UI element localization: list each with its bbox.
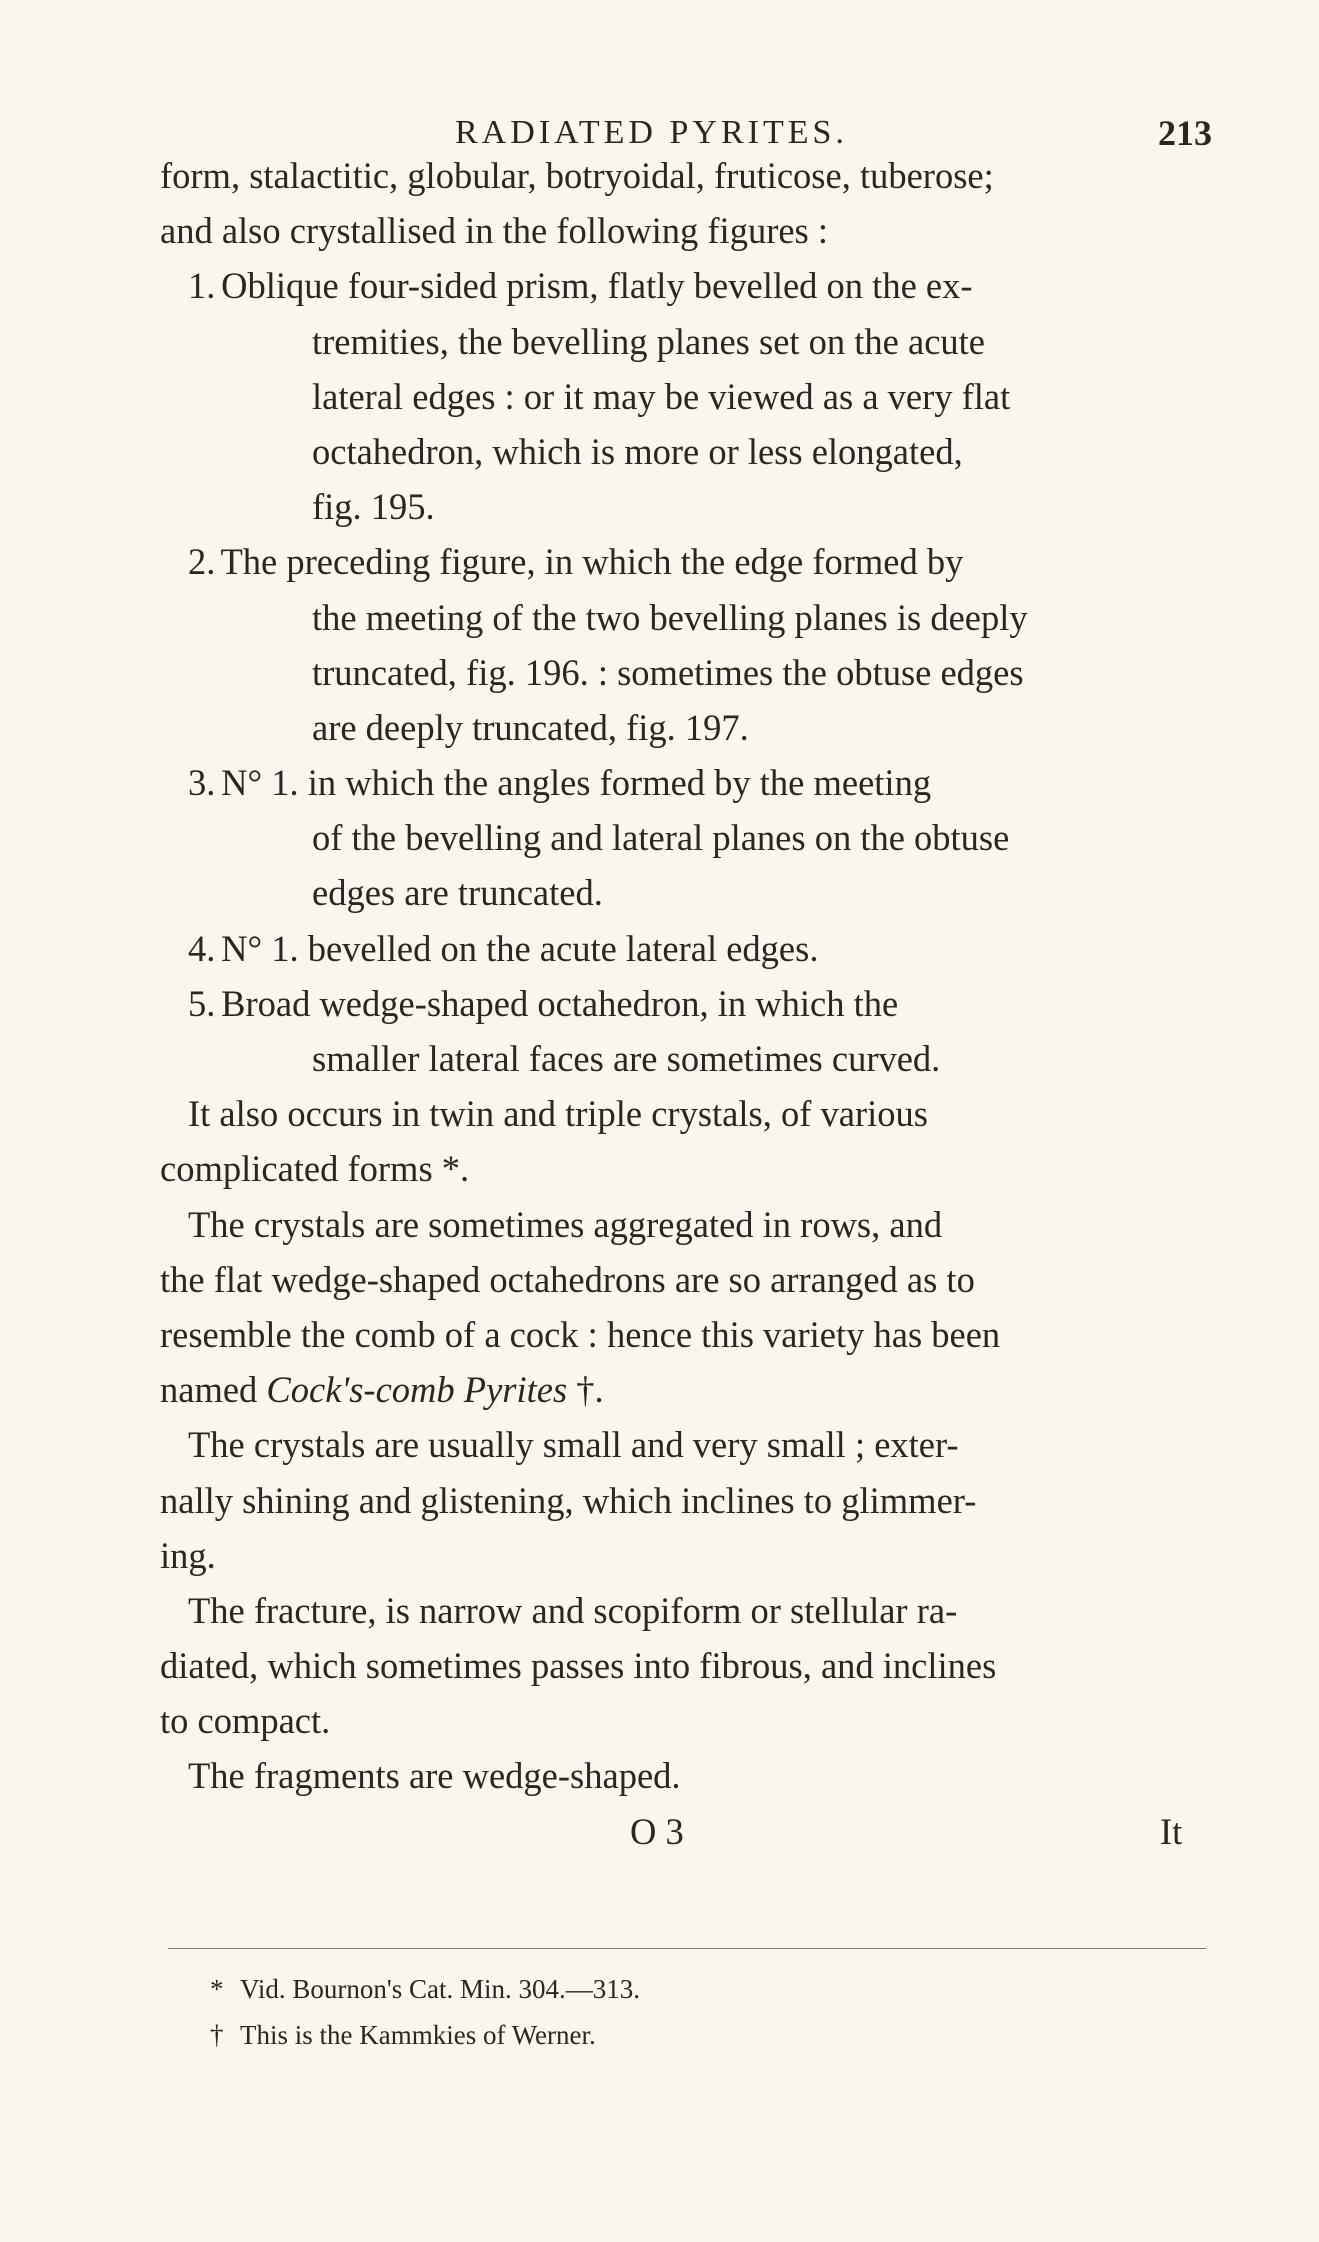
item-number: 4. (188, 927, 216, 969)
paragraph-first-line: The crystals are usually small and very small ; exter- (188, 1424, 959, 1466)
signature-mark: O 3 (630, 1810, 684, 1852)
paragraph-first-line: It also occurs in twin and triple crystals, of various (188, 1093, 928, 1135)
text-line: truncated, fig. 196. : sometimes the obtuse edges (312, 651, 1024, 693)
list-item-5 (160, 976, 1220, 1031)
text-line (160, 1362, 1220, 1417)
footnote-mark: * (210, 1974, 224, 2004)
text-line: resemble the comb of a cock : hence this variety has been (160, 1313, 1001, 1355)
text-line: tremities, the bevelling planes set on the acute (312, 320, 986, 362)
text-line: to compact. (160, 1700, 331, 1742)
text-line: the flat wedge-shaped octahedrons are so arranged as to (160, 1258, 975, 1300)
item-number: 2. (188, 541, 216, 583)
footnote (210, 1966, 1210, 2012)
item-number: 3. (188, 762, 216, 804)
item-text: The preceding figure, in which the edge formed by (220, 541, 964, 583)
list-item-2 (160, 534, 1220, 589)
list-item-1 (160, 258, 1220, 313)
text-line: the meeting of the two bevelling planes is deeply (312, 596, 1028, 638)
text-line: fig. 195. (312, 486, 435, 528)
text-line: diated, which sometimes passes into fibrous, and inclines (160, 1645, 997, 1687)
text-fragment: †. (567, 1369, 604, 1411)
text-fragment: named (160, 1369, 267, 1411)
footnote (210, 2012, 1210, 2058)
text-line: edges are truncated. (312, 872, 603, 914)
list-item-4 (160, 921, 1220, 976)
body-text (160, 148, 1220, 1859)
signature-line (160, 1804, 1220, 1859)
page-number: 213 (1158, 113, 1212, 153)
item-text: N° 1. in which the angles formed by the meeting (221, 762, 932, 804)
text-line: and also crystallised in the following figures : (160, 210, 829, 252)
text-line: are deeply truncated, fig. 197. (312, 706, 749, 748)
item-text: Broad wedge-shaped octahedron, in which the (221, 982, 899, 1024)
paragraph-first-line: The fragments are wedge-shaped. (188, 1755, 681, 1797)
text-line: of the bevelling and lateral planes on the obtuse (312, 817, 1010, 859)
text-line: smaller lateral faces are sometimes curved. (312, 1038, 941, 1079)
footnote-rule (168, 1948, 1206, 1949)
catchword: It (1160, 1810, 1183, 1852)
text-line: lateral edges : or it may be viewed as a very flat (312, 375, 1011, 417)
list-item-3 (160, 755, 1220, 810)
item-number: 1. (188, 265, 216, 307)
item-text: Oblique four-sided prism, flatly bevelled on the ex- (221, 265, 973, 307)
running-title: RADIATED PYRITES. (455, 114, 848, 151)
footnote-text: Vid. Bournon's Cat. Min. 304.—313. (240, 1974, 641, 2004)
item-number: 5. (188, 982, 216, 1024)
text-line: octahedron, which is more or less elongated, (312, 430, 963, 472)
text-line: ing. (160, 1534, 216, 1576)
footnote-text: This is the Kammkies of Werner. (240, 2020, 596, 2050)
variety-name: Cock's-comb Pyrites (266, 1369, 568, 1411)
paragraph-first-line: The crystals are sometimes aggregated in rows, and (188, 1203, 943, 1245)
text-line: nally shining and glistening, which inclines to glimmer- (160, 1479, 977, 1521)
text-line: form, stalactitic, globular, botryoidal, fruticose, tuberose; (160, 155, 994, 196)
footnote-mark: † (210, 2020, 224, 2050)
paragraph-first-line: The fracture, is narrow and scopiform or stellular ra- (188, 1589, 958, 1631)
text-line: complicated forms *. (160, 1148, 470, 1190)
footnotes (210, 1966, 1210, 2058)
item-text: N° 1. bevelled on the acute lateral edges. (221, 927, 819, 969)
